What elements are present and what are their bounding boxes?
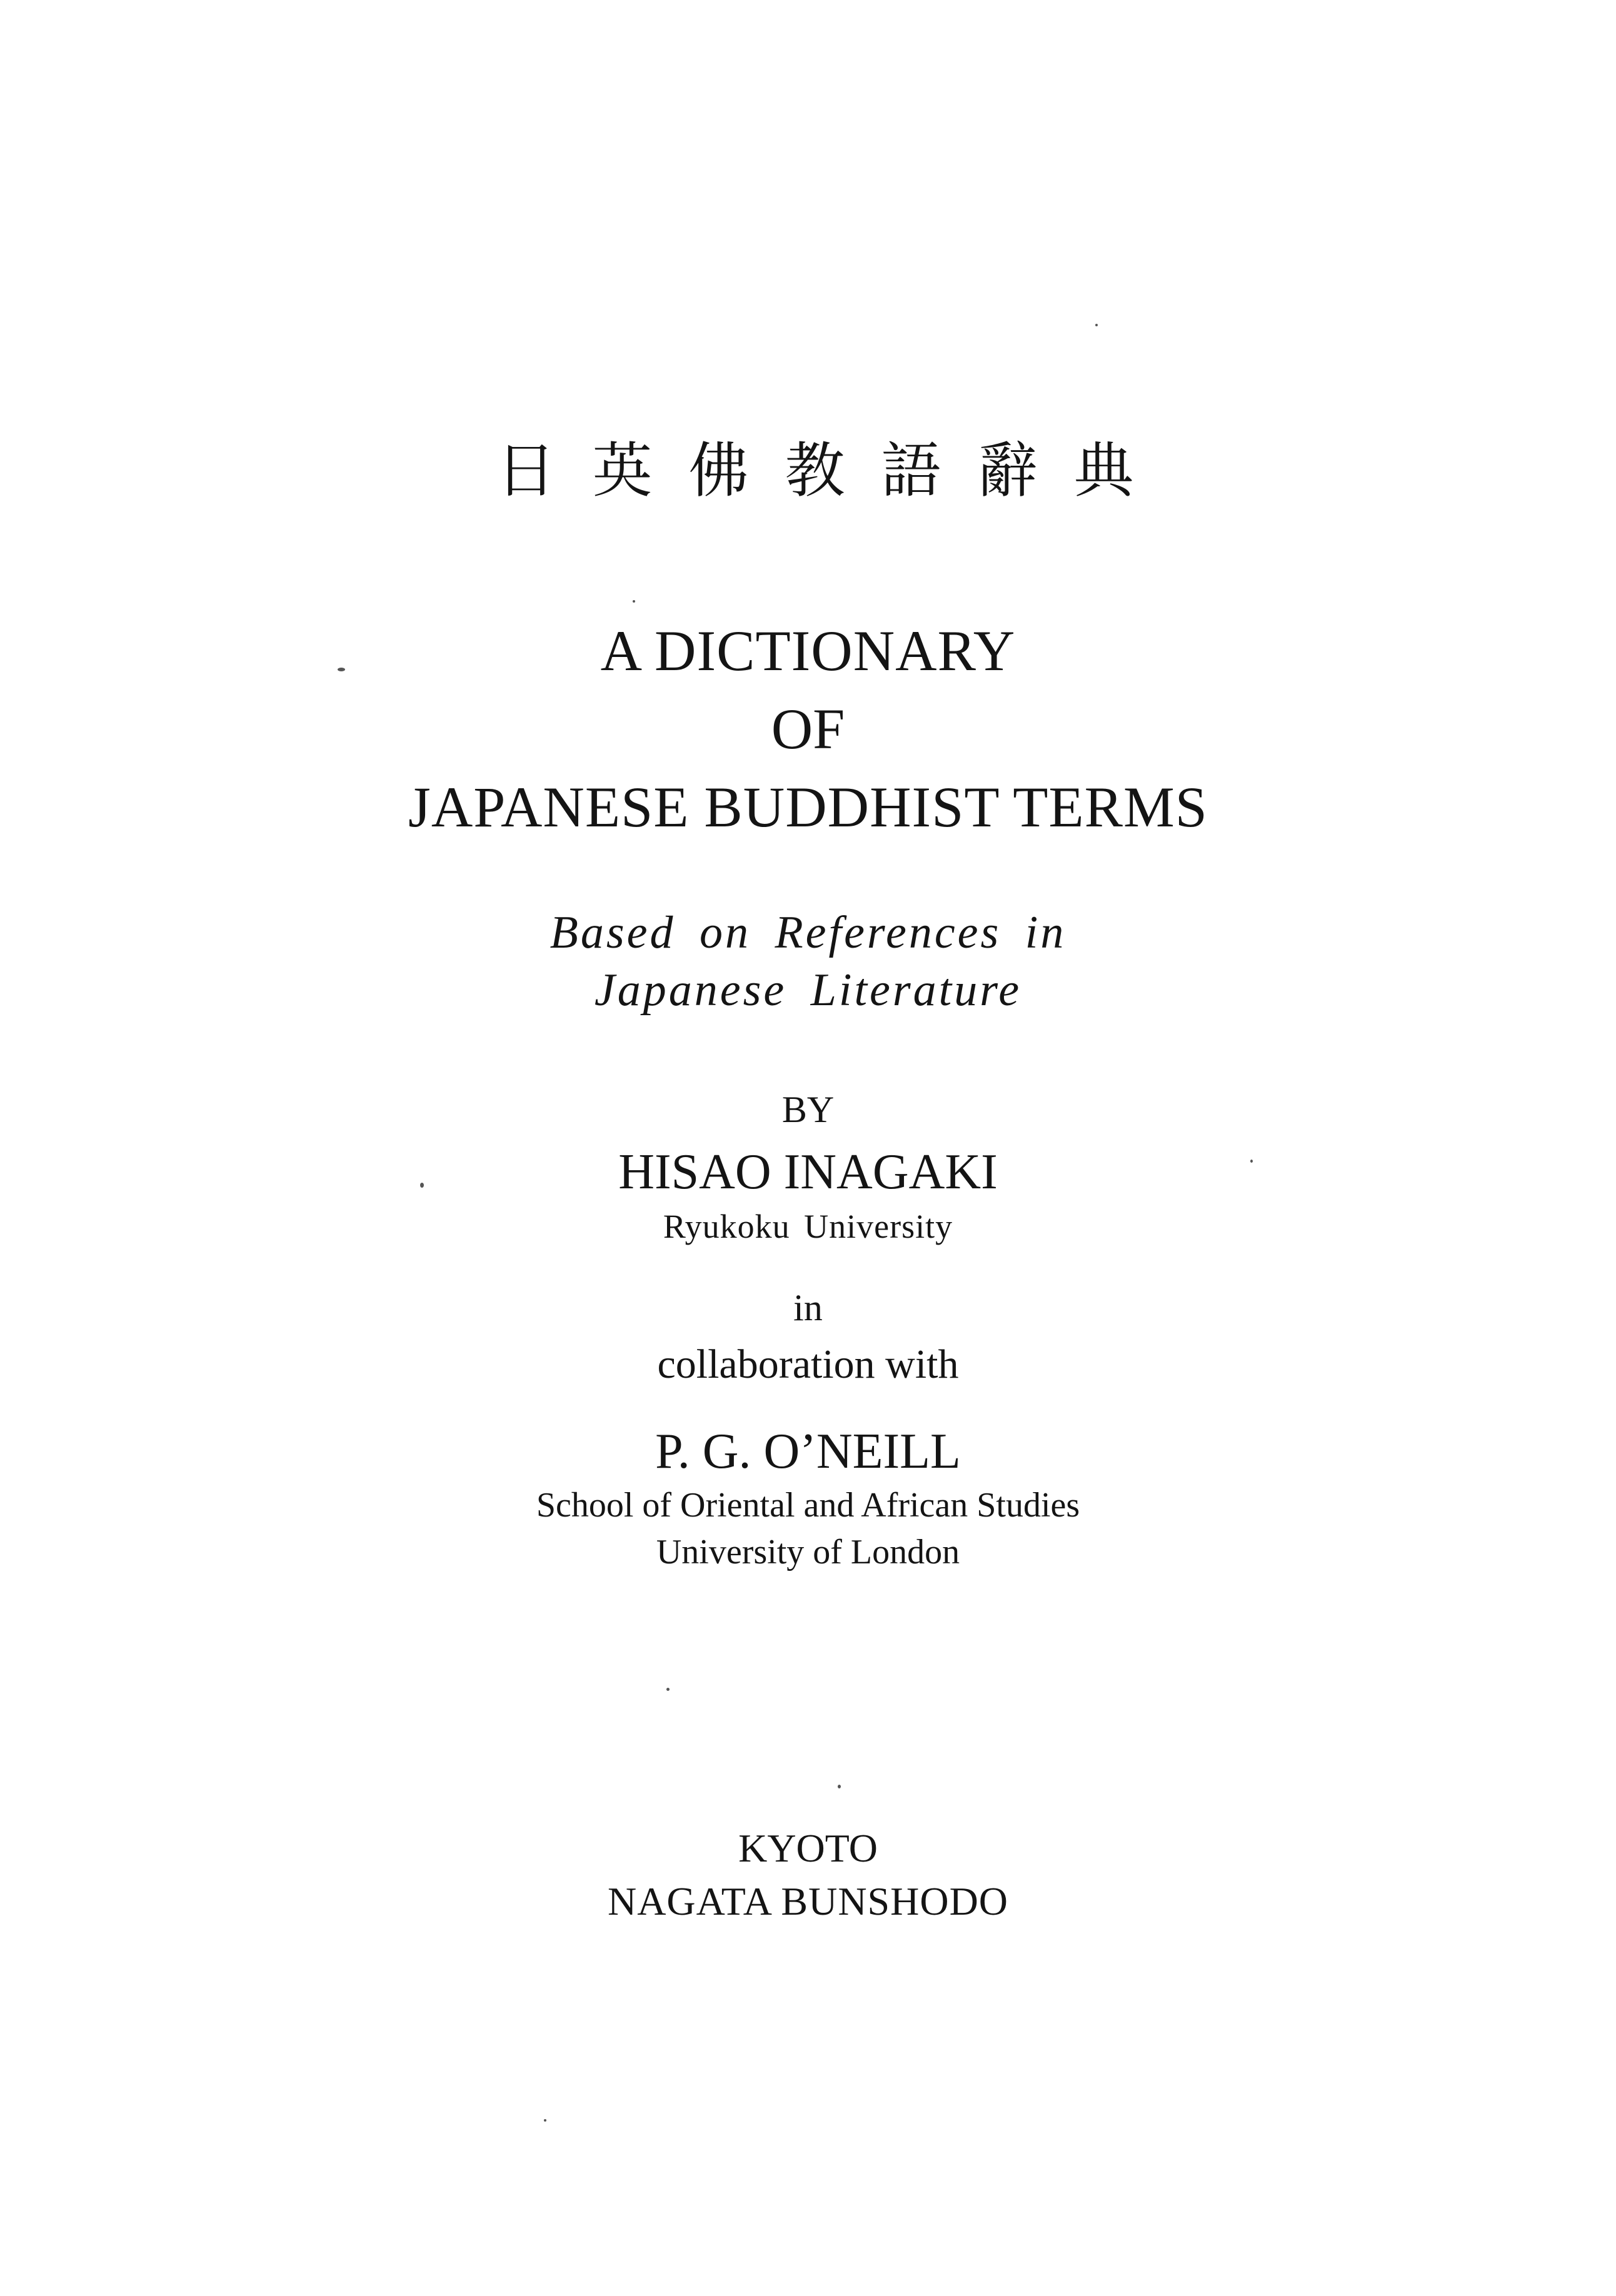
scan-speck bbox=[838, 1785, 841, 1788]
author-name: HISAO INAGAKI bbox=[618, 1145, 998, 1200]
in-label: in bbox=[793, 1287, 823, 1328]
collaborator-affiliation-line-1: School of Oriental and African Studies bbox=[536, 1486, 1080, 1525]
scan-speck bbox=[420, 1183, 424, 1188]
scan-speck bbox=[1250, 1160, 1253, 1163]
scan-speck bbox=[338, 668, 345, 671]
by-label: BY bbox=[781, 1089, 835, 1130]
title-line-1: A DICTIONARY bbox=[600, 619, 1016, 683]
title-line-3: JAPANESE BUDDHIST TERMS bbox=[408, 775, 1208, 839]
scan-speck bbox=[666, 1688, 670, 1691]
japanese-title: 日英佛教語辭典 bbox=[496, 436, 1170, 506]
collaborator-affiliation-line-2: University of London bbox=[656, 1533, 960, 1572]
publisher-city: KYOTO bbox=[738, 1826, 878, 1870]
author-affiliation: Ryukoku University bbox=[663, 1208, 953, 1245]
subtitle-line-1: Based on References in bbox=[550, 907, 1066, 958]
scan-speck bbox=[544, 2119, 546, 2122]
collaboration-label: collaboration with bbox=[657, 1341, 959, 1387]
subtitle-line-2: Japanese Literature bbox=[594, 965, 1022, 1016]
scan-speck bbox=[633, 600, 635, 603]
title-line-2: OF bbox=[771, 697, 845, 761]
collaborator-name: P. G. O’NEILL bbox=[655, 1424, 961, 1479]
publisher-name: NAGATA BUNSHODO bbox=[607, 1879, 1009, 1923]
scan-speck bbox=[1095, 324, 1098, 326]
